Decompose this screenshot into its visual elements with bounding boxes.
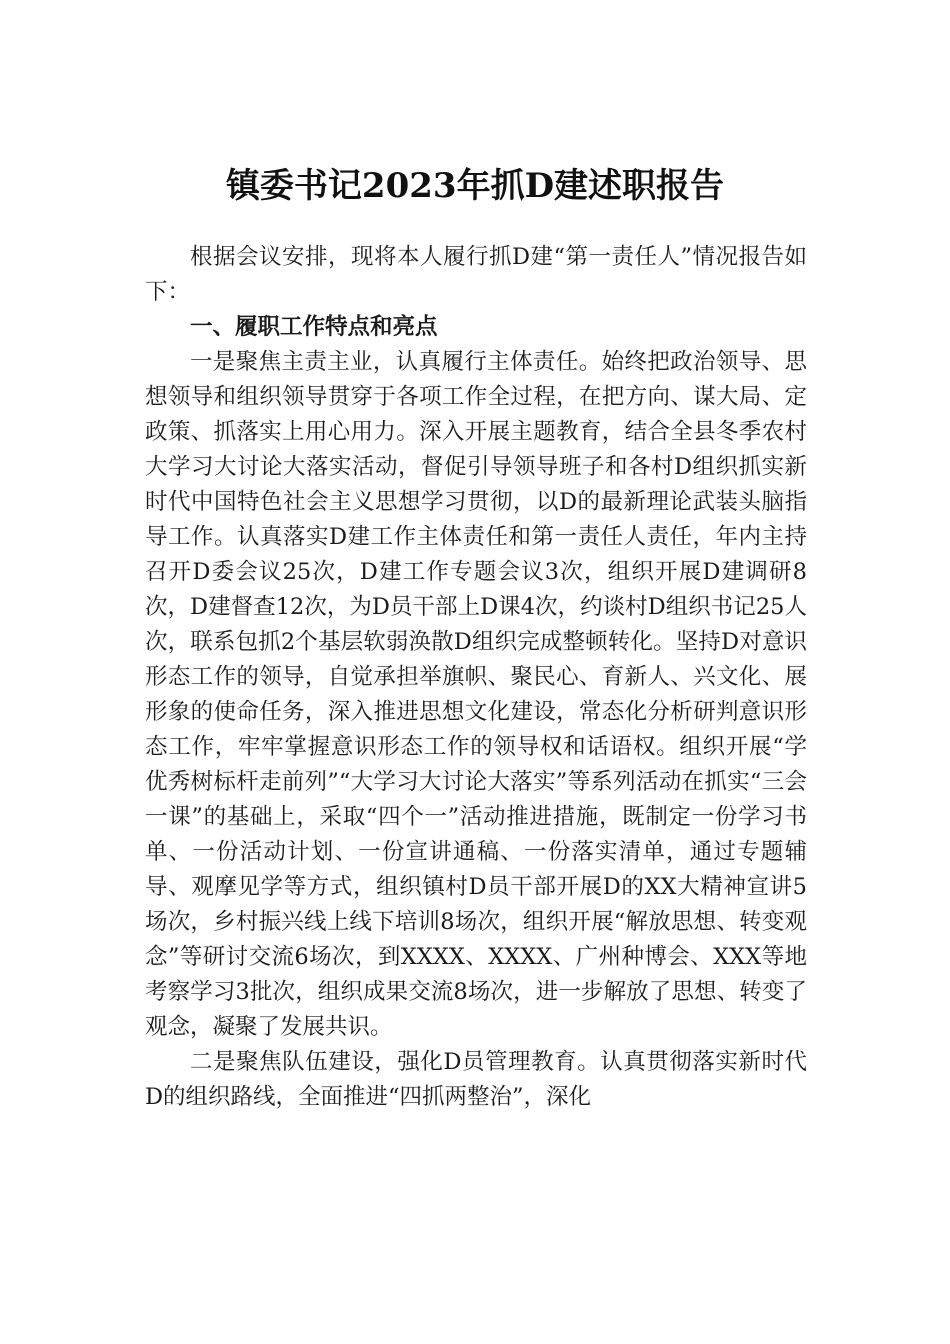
- body-paragraph-1: 一是聚焦主责主业，认真履行主体责任。始终把政治领导、思想领导和组织领导贯穿于各项工作全过程，在把方向、谋大局、定政策、抓落实上用心用力。深入开展主题教育，结合全县冬季农村大学习大讨论大落实活动，督促引导领导班子和各村D组织抓实新时代中国特色社会主义思想学习贯彻，以D的最新理论武装头脑指导工作。认真落实D建工作主体责任和第一责任人责任，年内主持召开D委会议25次，D建工作专题会议3次，组织开展D建调研8次，D建督查12次，为D员干部上D课4次，约谈村D组织书记25人次，联系包抓2个基层软弱涣散D组织完成整顿转化。坚持D对意识形态工作的领导，自觉承担举旗帜、聚民心、育新人、兴文化、展形象的使命任务，深入推进思想文化建设，常态化分析研判意识形态工作，牢牢掌握意识形态工作的领导权和话语权。组织开展“学优秀树标杆走前列”“大学习大讨论大落实”等系列活动在抓实“三会一课”的基础上，采取“四个一”活动推进措施，既制定一份学习书单、一份活动计划、一份宣讲通稿、一份落实清单，通过专题辅导、观摩见学等方式，组织镇村D员干部开展D的XX大精神宣讲5场次，乡村振兴线上线下培训8场次，组织开展“解放思想、转变观念”等研讨交流6场次，到XXXX、XXXX、广州种博会、XXX等地考察学习3批次，组织成果交流8场次，进一步解放了思想、转变了观念，凝聚了发展共识。: [145, 349, 807, 1040]
- section-heading: 一、履职工作特点和亮点: [190, 314, 438, 340]
- document-body: [145, 224, 807, 1115]
- intro-paragraph: 根据会议安排，现将本人履行抓D建“第一责任人”情况报告如下：: [145, 244, 807, 305]
- body-paragraph-2: 二是聚焦队伍建设，强化D员管理教育。认真贯彻落实新时代D的组织路线，全面推进“四抓两整治”，深化: [145, 1049, 807, 1110]
- document-title: 镇委书记2023年抓D建述职报告: [225, 166, 725, 206]
